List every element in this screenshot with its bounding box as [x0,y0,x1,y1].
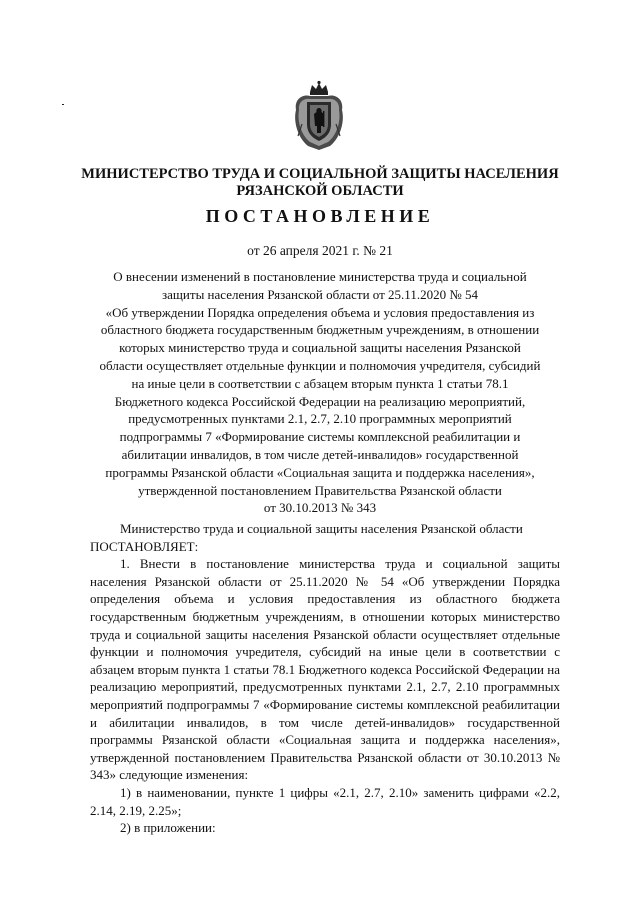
subject-line: абилитации инвалидов, в том числе детей-инвалидов» государственной [121,446,519,462]
coat-of-arms-icon [290,80,348,152]
clause-1: 1. Внести в постановление министерства труда и социальной защиты населения Рязанской области от 25.11.2020 № 54 «Об утверждении Порядка определения объема и условия предоставления из областного бюджета государственным бюджетным учреждениям, в отношении которых министерство труда и социальной защиты населения Рязанской области осуществляет отдельные функции и полномочия учредителя, субсидий на иные цели в соответствии с абзацем вторым пункта 1 статьи 78.1 Бюджетного кодекса Российской Федерации на реализацию мероприятий, предусмотренных пунктами 2.1, 2.7, 2.10 программных мероприятий подпрограммы 7 «Формирование системы комплексной реабилитации и абилитации инвалидов, в том числе детей-инвалидов» государственной программы Рязанской области «Социальная защита и поддержка населения», утвержденной постановлением Правительства Рязанской области от 30.10.2013 № 343» следующие изменения: [90,556,560,783]
ministry-name [80,166,560,200]
subject-line: защиты населения Рязанской области от 25.11.2020 № 54 [162,286,478,302]
subject-line: Бюджетного кодекса Российской Федерации на реализацию мероприятий, [114,393,526,409]
subject-line: от 30.10.2013 № 343 [263,500,377,516]
preamble: Министерство труда и социальной защиты населения Рязанской области [120,521,523,536]
document-date: от 26 апреля 2021 г. № 21 [247,243,393,258]
scan-mark [62,104,64,105]
subject-line: которых министерство труда и социальной защиты населения Рязанской [119,340,521,356]
resolves-heading: ПОСТАНОВЛЯЕТ: [90,538,199,554]
subject-line: программы Рязанской области «Социальная защита и поддержка населения», [105,464,535,480]
subject-line: утвержденной постановлением Правительства Рязанской области [138,482,502,498]
document-type: ПОСТАНОВЛЕНИЕ [205,206,435,226]
subject-line: на иные цели в соответствии с абзацем вторым пункта 1 статьи 78.1 [131,375,509,391]
subject-line: областного бюджета государственным бюджетным учреждениям, в отношении [100,322,540,338]
document-body [90,520,560,837]
subclause-2: 2) в приложении: [120,820,216,836]
subclause-1: 1) в наименовании, пункте 1 цифры «2.1, 2.7, 2.10» заменить цифрами «2.2, 2.14, 2.19, 2.25»; [90,784,560,818]
ministry-name-line1: МИНИСТЕРСТВО ТРУДА И СОЦИАЛЬНОЙ ЗАЩИТЫ НАСЕЛЕНИЯ [81,166,559,182]
subject-line: области осуществляет отдельные функции и полномочия учредителя, субсидий [99,357,541,373]
subject-line: подпрограммы 7 «Формирование системы комплексной реабилитации и [119,429,521,445]
document-subject [92,268,548,517]
subject-line: О внесении изменений в постановление министерства труда и социальной [113,269,527,284]
subject-line: предусмотренных пунктами 2.1, 2.7, 2.10 программных мероприятий [128,411,512,427]
ministry-name-line2: РЯЗАНСКОЙ ОБЛАСТИ [236,183,404,199]
subject-line: «Об утверждении Порядка определения объема и условия предоставления из [105,304,535,320]
